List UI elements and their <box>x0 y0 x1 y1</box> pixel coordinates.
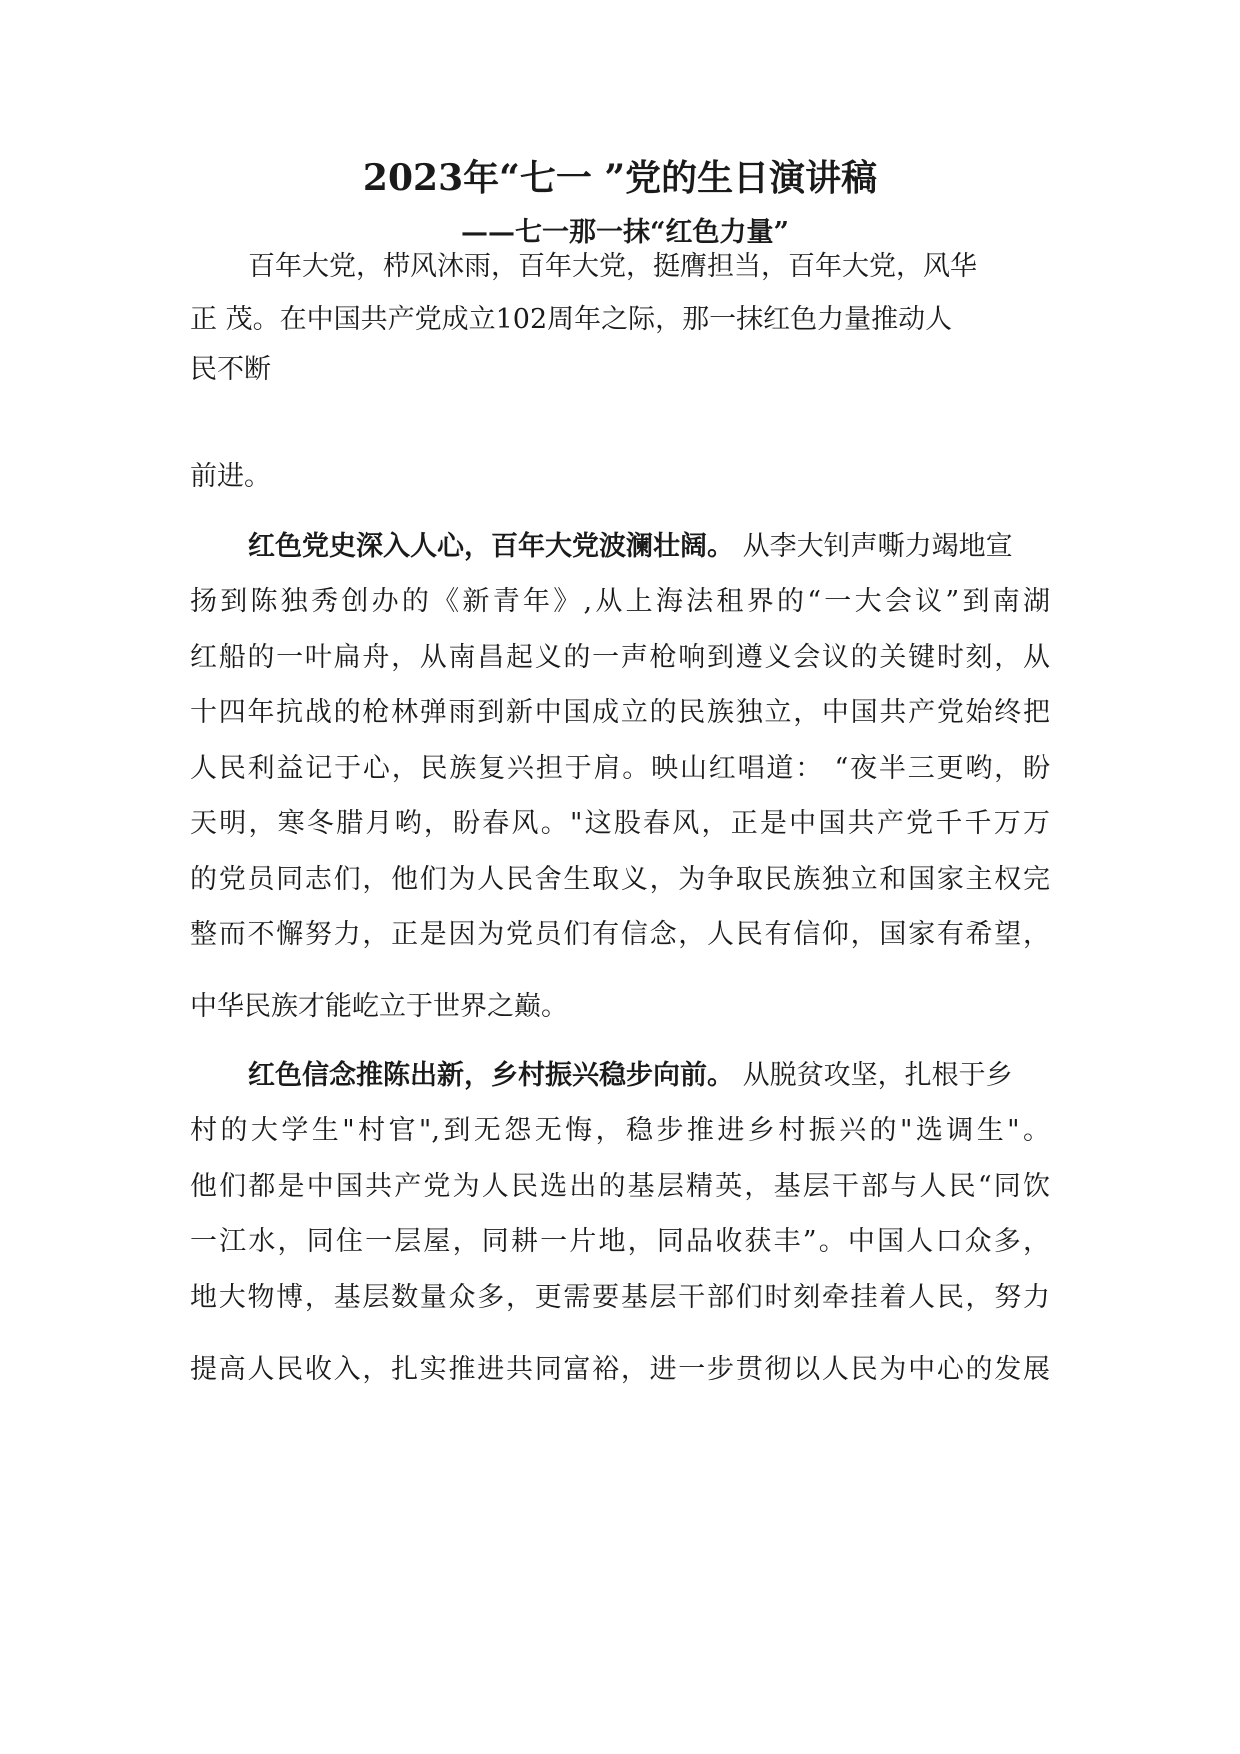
intro-line: 前进。 <box>190 461 271 492</box>
section2-first-line <box>248 1056 1013 1096</box>
section1-first-line <box>248 527 1013 567</box>
section2-line: 他们都是中国共产党为人民选出的基层精英，基层干部与人民“同饮 <box>190 1171 1050 1202</box>
section2-heading: 红色信念推陈出新，乡村振兴稳步向前。 <box>248 1060 734 1091</box>
section2-line: 地大物博，基层数量众多，更需要基层干部们时刻牵挂着人民，努力 <box>190 1282 1050 1313</box>
section1-line: 从李大钊声嘶力竭地宣 <box>734 531 1013 562</box>
document-title: 2023年“七一 ”党的生日演讲稿 <box>362 157 878 199</box>
section1-line: 整而不懈努力，正是因为党员们有信念，人民有信仰，国家有希望， <box>190 919 1050 950</box>
document-subtitle: ——七一那一抹“红色力量” <box>460 217 790 248</box>
section1-heading: 红色党史深入人心，百年大党波澜壮阔。 <box>248 531 734 562</box>
section2-line: 村的大学生"村官",到无怨无悔，稳步推进乡村振兴的"选调生"。 <box>190 1115 1050 1146</box>
section1-line: 扬到陈独秀创办的《新青年》,从上海法租界的“一大会议”到南湖 <box>190 586 1050 617</box>
intro-line: 百年大党，栉风沐雨，百年大党，挺膺担当，百年大党，风华 <box>248 251 977 282</box>
intro-line: 正 茂。在中国共产党成立102周年之际，那一抹红色力量推动人 <box>190 304 953 335</box>
section2-line: 一江水，同住一层屋，同耕一片地，同品收获丰”。中国人口众多， <box>190 1226 1050 1257</box>
intro-line: 民不断 <box>190 354 271 385</box>
section1-line: 人民利益记于心，民族复兴担于肩。映山红唱道： “夜半三更哟，盼 <box>190 753 1050 784</box>
section1-line: 红船的一叶扁舟，从南昌起义的一声枪响到遵义会议的关键时刻，从 <box>190 642 1050 673</box>
section1-line: 十四年抗战的枪林弹雨到新中国成立的民族独立，中国共产党始终把 <box>190 697 1050 728</box>
section2-line: 从脱贫攻坚，扎根于乡 <box>734 1060 1013 1091</box>
section1-line: 天明，寒冬腊月哟，盼春风。"这股春风，正是中国共产党千千万万 <box>190 808 1050 839</box>
section2-line: 提高人民收入，扎实推进共同富裕，进一步贯彻以人民为中心的发展 <box>190 1354 1050 1385</box>
section1-line: 中华民族才能屹立于世界之巅。 <box>190 991 568 1022</box>
section1-line: 的党员同志们，他们为人民舍生取义，为争取民族独立和国家主权完 <box>190 864 1050 895</box>
